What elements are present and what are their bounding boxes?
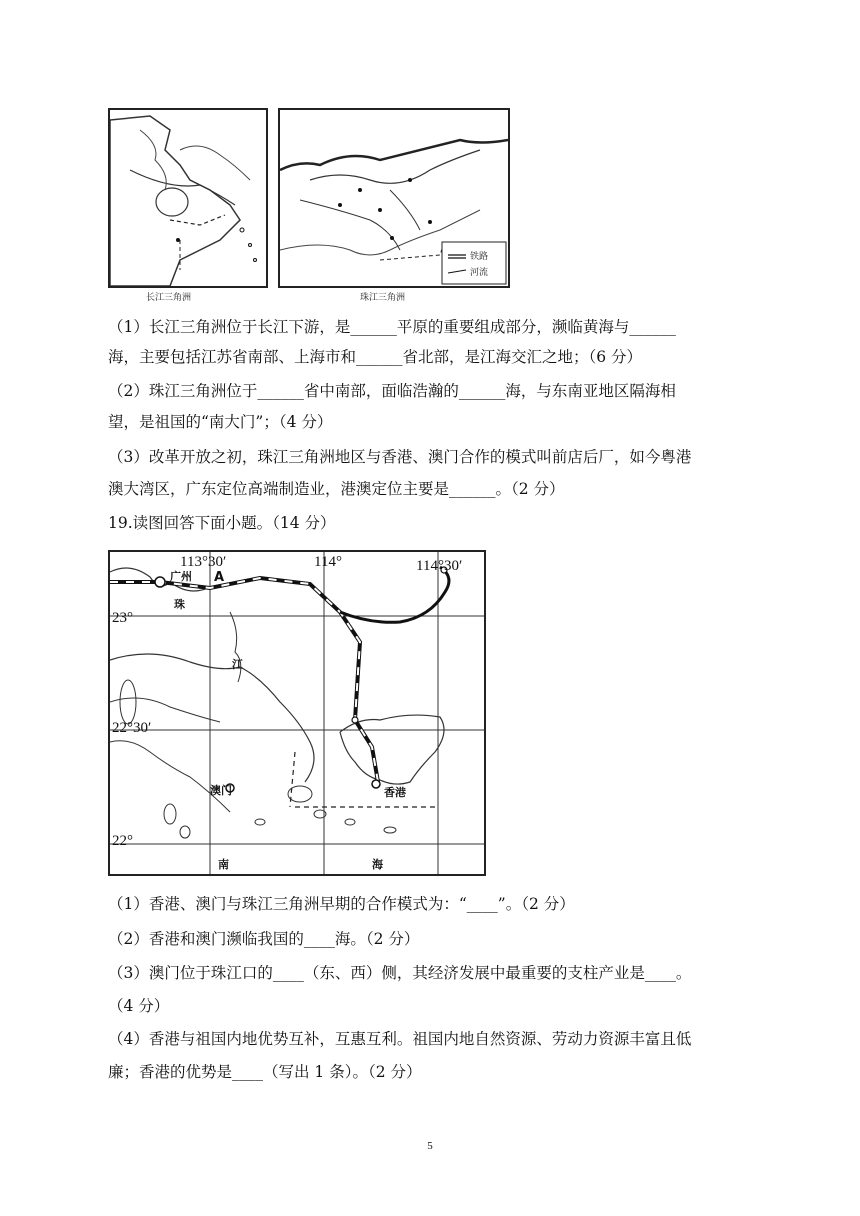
label-point-a: A [214, 570, 225, 585]
label-hongkong: 香港 [384, 786, 406, 799]
q19-sub4-line1: （4）香港与祖国内地优势互补，互惠互利。祖国内地自然资源、劳动力资源丰富且低 [108, 1030, 692, 1048]
lon-114: 114° [314, 554, 342, 570]
q19-sub3-line2: （4 分） [108, 997, 170, 1015]
q19-title: 19.读图回答下面小题。（14 分） [108, 514, 336, 532]
pearl-delta-map [278, 108, 510, 303]
lat-22-30: 22°30′ [112, 720, 152, 736]
q18-part3-line1: （3）改革开放之初，珠江三角洲地区与香港、澳门合作的模式叫前店后厂，如今粤港 [108, 448, 692, 466]
yangtze-caption: 长江三角洲 [146, 293, 192, 303]
label-nan: 南 [218, 858, 229, 871]
pearl-caption: 珠江三角洲 [360, 293, 406, 303]
yangtze-delta-map [108, 108, 268, 303]
label-guangzhou: 广州 [170, 570, 192, 583]
legend-railway: 铁路 [470, 252, 489, 262]
q18-part1-line1: （1）长江三角洲位于长江下游，是______平原的重要组成部分，濒临黄海与______ [108, 318, 676, 336]
yangtze-delta-map-drawing [110, 110, 266, 286]
q19-sub4-line2: 廉；香港的优势是____（写出 1 条）。（2 分） [108, 1063, 422, 1081]
estuary-map-drawing [110, 552, 484, 874]
q18-part2-line2: 望，是祖国的“南大门”；（4 分） [108, 413, 333, 431]
legend-river: 河流 [470, 268, 489, 278]
label-hai: 海 [372, 858, 383, 871]
label-zhu: 珠 [174, 598, 185, 611]
q19-sub2: （2）香港和澳门濒临我国的____海。（2 分） [108, 930, 420, 948]
pearl-river-estuary-map [108, 550, 486, 876]
lon-113-30: 113°30′ [180, 554, 227, 570]
label-jiang: 江 [232, 658, 243, 671]
q19-sub3-line1: （3）澳门位于珠江口的____（东、西）侧，其经济发展中最重要的支柱产业是____。 [108, 964, 692, 982]
lat-22: 22° [112, 833, 133, 849]
q18-part1-line2: 海，主要包括江苏省南部、上海市和______省北部，是江海交汇之地；（6 分） [108, 348, 643, 366]
page-number: 5 [427, 1140, 433, 1152]
q19-sub1: （1）香港、澳门与珠江三角洲早期的合作模式为：“____”。（2 分） [108, 895, 575, 913]
lat-23: 23° [112, 610, 133, 626]
lon-114-30: 114°30′ [416, 558, 463, 574]
label-macau: 澳门 [210, 784, 232, 797]
q18-part2-line1: （2）珠江三角洲位于______省中南部，面临浩瀚的______海，与东南亚地区隔海相 [108, 382, 676, 400]
q18-part3-line2: 澳大湾区，广东定位高端制造业，港澳定位主要是______。（2 分） [108, 480, 565, 498]
